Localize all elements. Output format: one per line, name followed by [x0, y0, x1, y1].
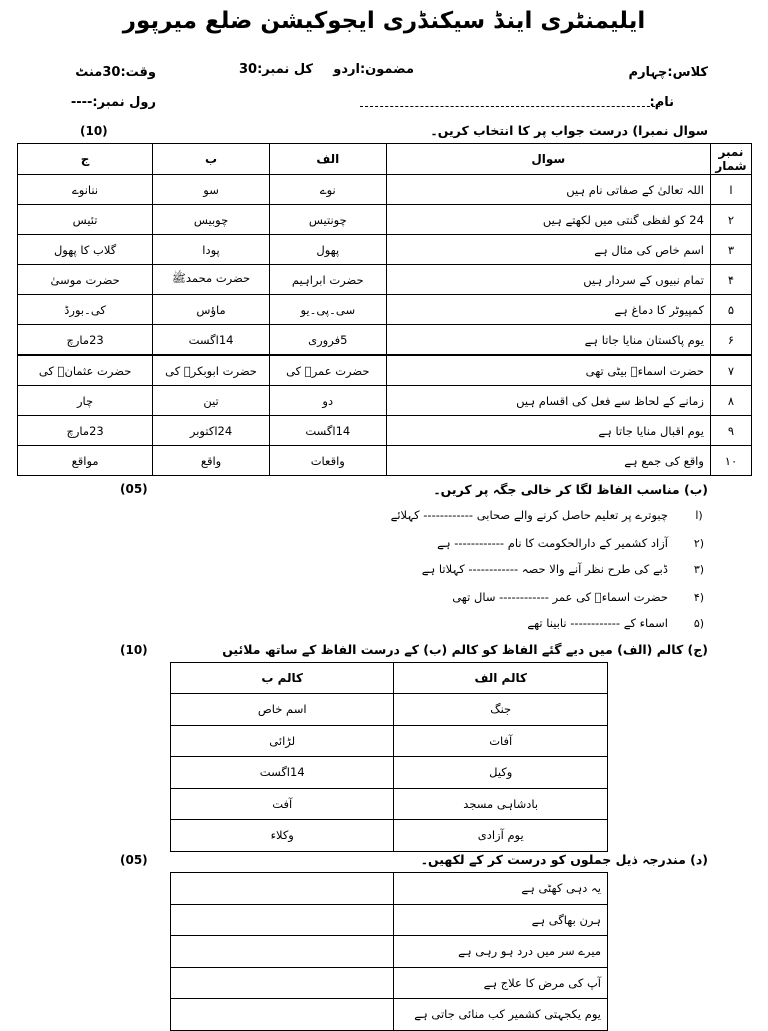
option-c[interactable]: 23مارچ	[18, 416, 153, 446]
wrong-sentence: یہ دہی کھٹی ہے	[394, 873, 608, 905]
option-b[interactable]: چوبیس	[153, 205, 270, 235]
match-a[interactable]: بادشاہی مسجد	[394, 788, 608, 820]
option-c[interactable]: گلاب کا پھول	[18, 235, 153, 265]
match-b[interactable]: اسم خاص	[171, 694, 394, 726]
table-row	[18, 295, 752, 325]
answer-cell[interactable]	[171, 999, 394, 1031]
option-b[interactable]: حضرت ابوبکرؓ کی	[153, 355, 270, 386]
match-b[interactable]: 14اگست	[171, 757, 394, 789]
fill-blank-sentence[interactable]: حضرت اسماءؓ کی عمر ------------ سال تھی	[452, 590, 668, 604]
option-c[interactable]: حضرت عثمانؓ کی	[18, 355, 153, 386]
question-text: حضرت اسماءؓ بیٹی تھی	[386, 355, 710, 386]
option-b[interactable]: واقع	[153, 446, 270, 476]
match-table	[170, 662, 608, 852]
match-header-row	[171, 663, 608, 694]
section2-marks: (05)	[120, 482, 148, 496]
wrong-sentence: یوم یکجہتی کشمیر کب منائی جاتی ہے	[394, 999, 608, 1031]
table-row	[171, 967, 608, 999]
match-a[interactable]: جنگ	[394, 694, 608, 726]
col-kalam-alif: کالم الف	[394, 663, 608, 694]
wrong-sentence: میرے سر میں درد ہو رہی ہے	[394, 936, 608, 968]
question-text: اسم خاص کی مثال ہے	[386, 235, 710, 265]
option-a[interactable]: حضرت عمرؓ کی	[269, 355, 386, 386]
option-b[interactable]: 14اگست	[153, 325, 270, 356]
answer-cell[interactable]	[171, 967, 394, 999]
match-b[interactable]: لڑائی	[171, 725, 394, 757]
table-row	[18, 175, 752, 205]
mcq-table	[17, 143, 752, 476]
section3-heading: (ج) کالم (الف) میں دیے گئے الفاظ کو کالم (ب) کے درست الفاظ کے ساتھ ملائیں	[222, 642, 708, 657]
table-row	[18, 416, 752, 446]
option-c[interactable]: مواقع	[18, 446, 153, 476]
question-text: تمام نبیوں کے سردار ہیں	[386, 265, 710, 295]
row-number: ۶	[710, 325, 751, 356]
table-row	[171, 873, 608, 905]
row-number: ۹	[710, 416, 751, 446]
correction-table	[170, 872, 608, 1031]
table-row	[171, 725, 608, 757]
page-title: ایلیمنٹری اینڈ سیکنڈری ایجوکیشن ضلع میرپور	[122, 8, 646, 34]
option-c[interactable]: 23مارچ	[18, 325, 153, 356]
fill-number: ۴)	[693, 591, 705, 604]
question-text: اللہ تعالیٰ کے صفاتی نام ہیں	[386, 175, 710, 205]
table-row	[171, 757, 608, 789]
fill-blank-sentence[interactable]: اسماء کے ------------ نابینا تھے	[527, 616, 668, 630]
question-text: کمپیوٹر کا دماغ ہے	[386, 295, 710, 325]
table-row	[18, 235, 752, 265]
row-number: ۳	[710, 235, 751, 265]
col-jeem: ج	[18, 144, 153, 175]
section3-marks: (10)	[120, 643, 148, 657]
option-a[interactable]: پھول	[269, 235, 386, 265]
table-row	[18, 265, 752, 295]
match-b[interactable]: وکلاء	[171, 820, 394, 852]
question-text: یوم پاکستان منایا جاتا ہے	[386, 325, 710, 356]
option-b[interactable]: حضرت محمدﷺ	[153, 265, 270, 295]
answer-cell[interactable]	[171, 873, 394, 905]
fill-number: ۳)	[693, 563, 705, 576]
row-number: ۱۰	[710, 446, 751, 476]
option-b[interactable]: 24اکتوبر	[153, 416, 270, 446]
table-row	[18, 446, 752, 476]
fill-number: ۵)	[693, 617, 705, 630]
question-text: 24 کو لفظی گنتی میں لکھتے ہیں	[386, 205, 710, 235]
match-b[interactable]: آفت	[171, 788, 394, 820]
option-c[interactable]: تئیس	[18, 205, 153, 235]
answer-cell[interactable]	[171, 904, 394, 936]
row-number: ۷	[710, 355, 751, 386]
option-c[interactable]: کی۔بورڈ	[18, 295, 153, 325]
table-row	[18, 205, 752, 235]
option-a[interactable]: چونتیس	[269, 205, 386, 235]
match-a[interactable]: وکیل	[394, 757, 608, 789]
fill-blank-sentence[interactable]: ڈبے کی طرح نظر آنے والا حصہ ------------ کہلاتا ہے	[421, 562, 668, 576]
subject-label: مضمون:اردو	[333, 62, 414, 77]
option-a[interactable]: سی۔پی۔یو	[269, 295, 386, 325]
name-line[interactable]	[360, 106, 660, 107]
section1-heading: سوال نمبرا) درست جواب پر کا انتخاب کریں۔	[430, 123, 708, 138]
match-a[interactable]: یوم آزادی	[394, 820, 608, 852]
col-serial: نمبر شمار	[710, 144, 751, 175]
section2-heading: (ب) مناسب الفاظ لگا کر خالی جگہ پر کریں۔	[433, 482, 708, 497]
row-number: ا	[710, 175, 751, 205]
option-c[interactable]: حضرت موسیٰ	[18, 265, 153, 295]
col-kalam-bay: کالم ب	[171, 663, 394, 694]
option-a[interactable]: واقعات	[269, 446, 386, 476]
option-a[interactable]: 14اگست	[269, 416, 386, 446]
fill-number: ا)	[695, 509, 703, 522]
col-alif: الف	[269, 144, 386, 175]
col-bay: ب	[153, 144, 270, 175]
section1-marks: (10)	[80, 124, 108, 138]
section4-heading: (د) مندرجہ ذیل جملوں کو درست کر کے لکھیں۔	[420, 852, 708, 867]
section4-marks: (05)	[120, 853, 148, 867]
fill-blank-sentence[interactable]: آزاد کشمیر کے دارالحکومت کا نام ------------ ہے	[437, 536, 668, 550]
option-b[interactable]: تین	[153, 386, 270, 416]
option-a[interactable]: دو	[269, 386, 386, 416]
table-row	[18, 355, 752, 386]
col-question: سوال	[386, 144, 710, 175]
table-row	[18, 386, 752, 416]
fill-blank-sentence[interactable]: چبوترے پر تعلیم حاصل کرنے والے صحابی ------------ کہلائے	[390, 508, 668, 522]
table-row	[171, 694, 608, 726]
mcq-header-row	[18, 144, 752, 175]
row-number: ۸	[710, 386, 751, 416]
option-c[interactable]: چار	[18, 386, 153, 416]
table-row	[171, 820, 608, 852]
question-text: واقع کی جمع ہے	[386, 446, 710, 476]
table-row	[18, 325, 752, 356]
row-number: ۴	[710, 265, 751, 295]
class-label: کلاس:چہارم	[628, 65, 708, 80]
wrong-sentence: آپ کی مرض کا علاج ہے	[394, 967, 608, 999]
table-row	[171, 999, 608, 1031]
name-label: نام:	[649, 95, 674, 110]
option-a[interactable]: حضرت ابراہیم	[269, 265, 386, 295]
table-row	[171, 936, 608, 968]
answer-cell[interactable]	[171, 936, 394, 968]
option-c[interactable]: ننانوے	[18, 175, 153, 205]
row-number: ۵	[710, 295, 751, 325]
option-a[interactable]: نوے	[269, 175, 386, 205]
table-row	[171, 788, 608, 820]
question-text: زمانے کے لحاظ سے فعل کی اقسام ہیں	[386, 386, 710, 416]
option-b[interactable]: سو	[153, 175, 270, 205]
fill-number: ۲)	[693, 537, 705, 550]
option-b[interactable]: پودا	[153, 235, 270, 265]
option-a[interactable]: 5فروری	[269, 325, 386, 356]
wrong-sentence: ہرن بھاگی ہے	[394, 904, 608, 936]
time-label: وقت:30منٹ	[75, 65, 156, 80]
option-b[interactable]: ماؤس	[153, 295, 270, 325]
question-text: یوم اقبال منایا جاتا ہے	[386, 416, 710, 446]
row-number: ۲	[710, 205, 751, 235]
roll-number-label: رول نمبر:----	[70, 95, 156, 110]
match-a[interactable]: آفات	[394, 725, 608, 757]
total-marks-label: کل نمبر:30	[239, 62, 313, 77]
table-row	[171, 904, 608, 936]
